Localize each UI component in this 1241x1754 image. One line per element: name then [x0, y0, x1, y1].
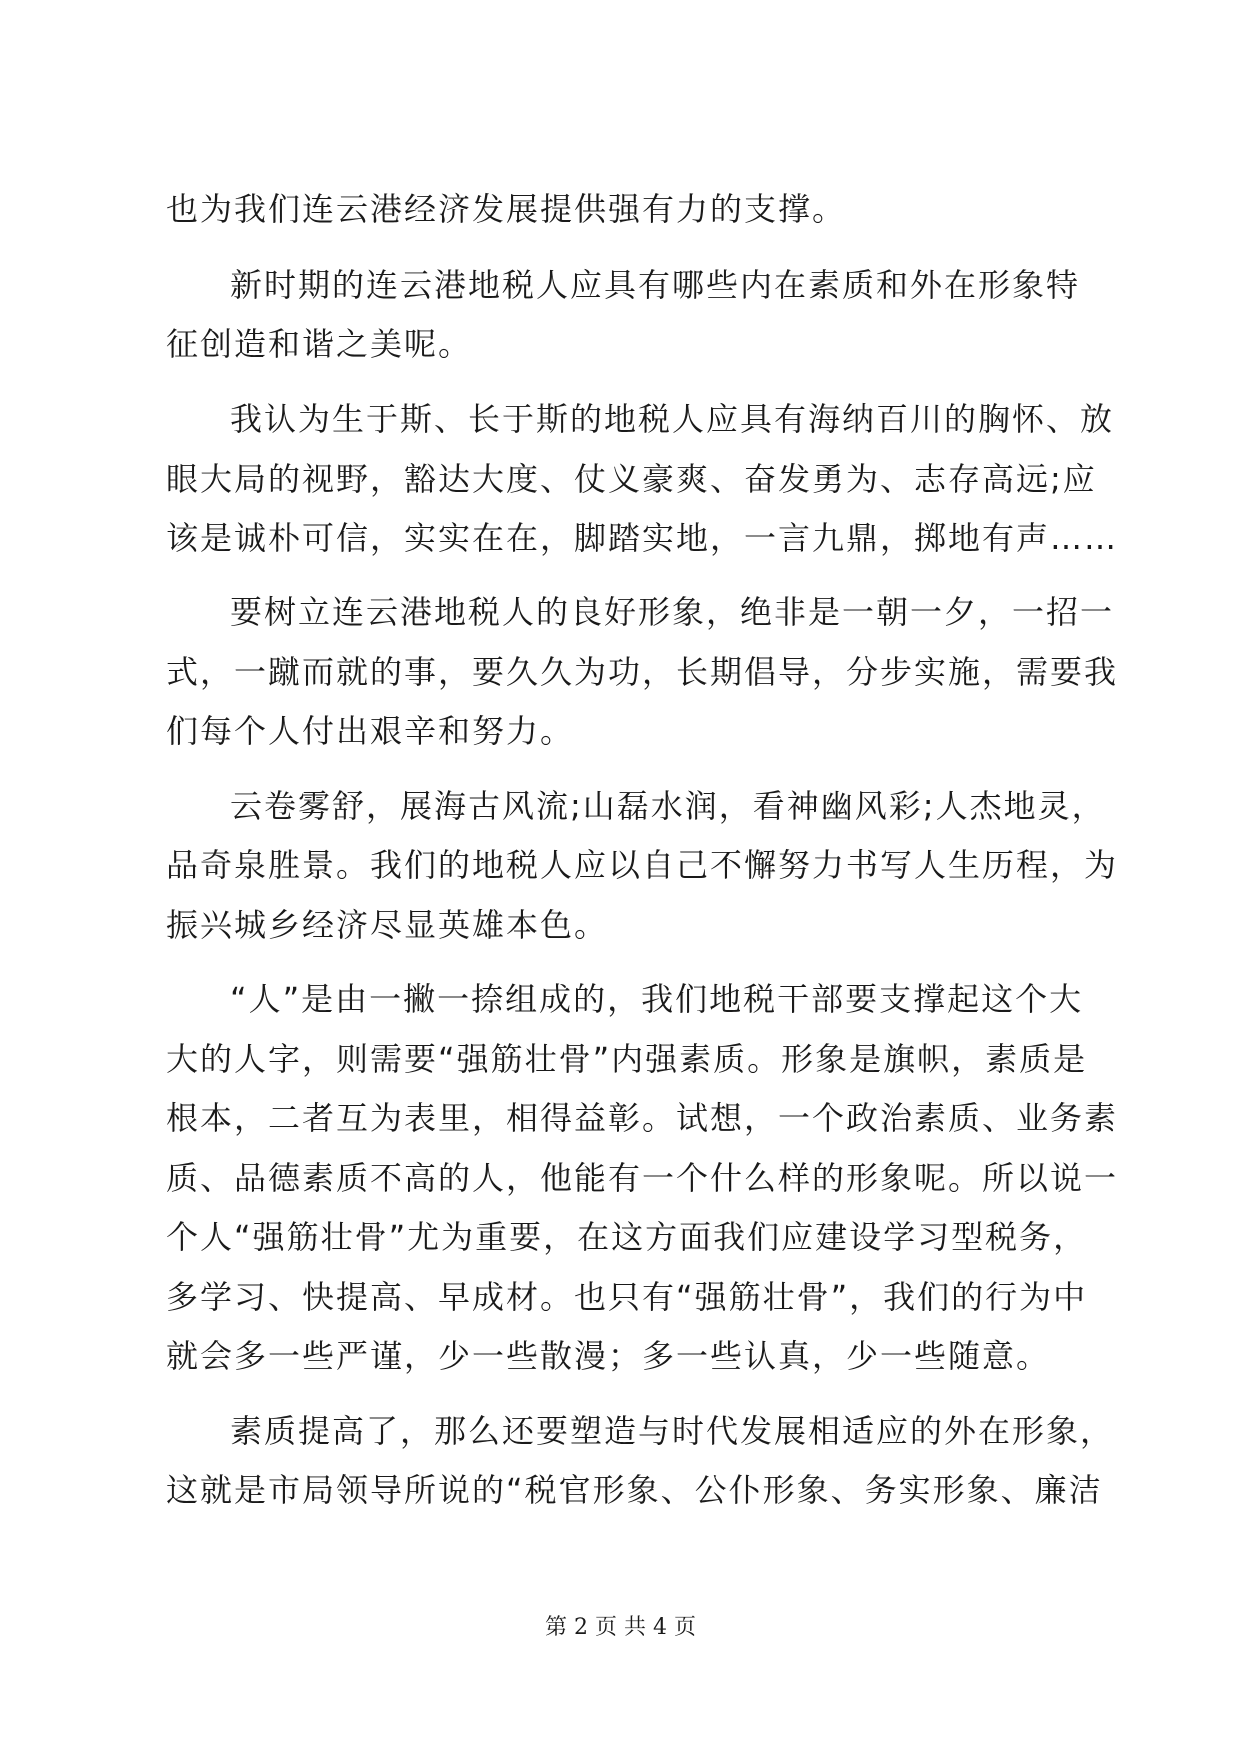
text-line: 个人“强筋壮骨”尤为重要，在这方面我们应建设学习型税务， — [166, 1218, 1088, 1256]
text-line: 们每个人付出艰辛和努力。 — [166, 712, 575, 750]
text-line: 质、品德素质不高的人，他能有一个什么样的形象呢。所以说一 — [166, 1159, 1119, 1197]
paragraph-first-line: “人”是由一撇一捺组成的，我们地税干部要支撑起这个大 — [230, 980, 1084, 1018]
text-line: 振兴城乡经济尽显英雄本色。 — [166, 906, 609, 944]
paragraph-first-line: 要树立连云港地税人的良好形象，绝非是一朝一夕，一招一 — [230, 593, 1115, 631]
text-line: 也为我们连云港经济发展提供强有力的支撑。 — [166, 190, 847, 228]
text-line: 多学习、快提高、早成材。也只有“强筋壮骨”，我们的行为中 — [166, 1278, 1088, 1316]
paragraph-first-line: 云卷雾舒，展海古风流;山磊水润，看神幽风彩;人杰地灵， — [230, 787, 1106, 825]
text-line: 根本，二者互为表里，相得益彰。试想，一个政治素质、业务素 — [166, 1099, 1119, 1137]
paragraph-first-line: 新时期的连云港地税人应具有哪些内在素质和外在形象特 — [230, 266, 1081, 304]
text-line: 品奇泉胜景。我们的地税人应以自己不懈努力书写人生历程，为 — [166, 846, 1119, 884]
text-line: 眼大局的视野，豁达大度、仗义豪爽、奋发勇为、志存高远;应 — [166, 460, 1097, 498]
text-line: 大的人字，则需要“强筋壮骨”内强素质。形象是旗帜，素质是 — [166, 1040, 1088, 1078]
text-line: 该是诚朴可信，实实在在，脚踏实地，一言九鼎，掷地有声…… — [166, 519, 1119, 557]
paragraph-first-line: 素质提高了，那么还要塑造与时代发展相适应的外在形象， — [230, 1412, 1115, 1450]
paragraph-first-line: 我认为生于斯、长于斯的地税人应具有海纳百川的胸怀、放 — [230, 400, 1115, 438]
page-footer: 第 2 页 共 4 页 — [545, 1615, 696, 1640]
text-line: 式，一蹴而就的事，要久久为功，长期倡导，分步实施，需要我 — [166, 653, 1119, 691]
text-line: 征创造和谐之美呢。 — [166, 325, 473, 363]
text-line: 这就是市局领导所说的“税官形象、公仆形象、务实形象、廉洁 — [166, 1471, 1103, 1509]
text-line: 就会多一些严谨，少一些散漫；多一些认真，少一些随意。 — [166, 1337, 1051, 1375]
